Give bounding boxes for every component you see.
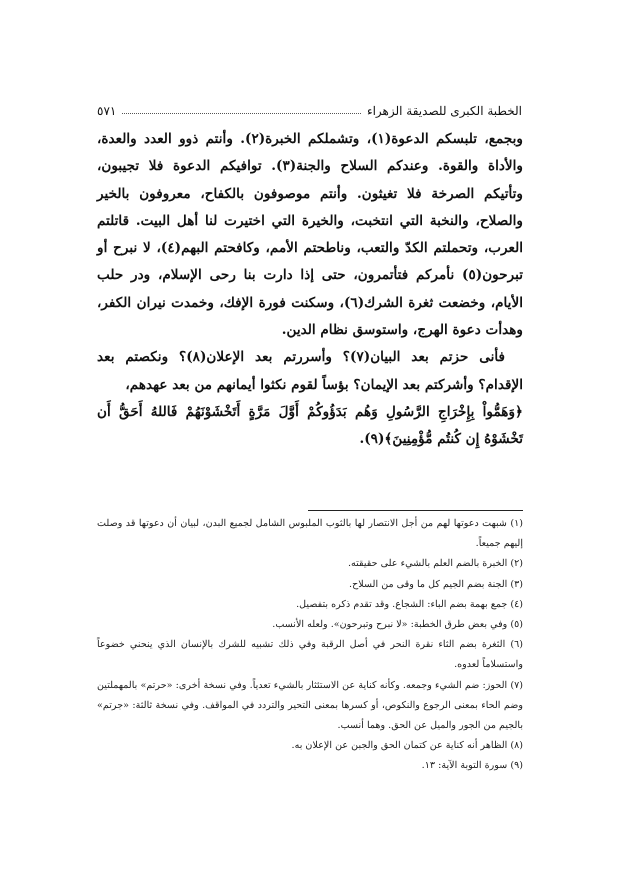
main-text bbox=[97, 126, 523, 454]
footnote-8: (٨) الظاهر أنه كناية عن كتمان الحق والجبن عن الإعلان به. bbox=[291, 740, 523, 752]
paragraph-1: وبجمع، تلبسكم الدعوة(١)، وتشملكم الخبرة(٢). وأنتم ذوو العدد والعدة، والأداة والقوة. وعندكم السلاح والجنة(٣). توافيكم الدعوة فلا تجيبون، وتأتيكم الصرخة فلا تغيثون. وأنتم موصوفون بالكفاح، معروفون بالخير والصلاح، والنخبة التي انتخبت، والخيرة التي اختيرت لنا أهل البيت. قاتلتم العرب، وتحملتم الكدّ والتعب، وناطحتم الأمم، وكافحتم البهم(٤)، لا نبرح أو تبرحون(٥) نأمركم فتأتمرون، حتى إذا دارت بنا رحى الإسلام، ودر حلب الأيام، وخضعت ثغرة الشرك(٦)، وسكنت فورة الإفك، وخمدت نيران الكفر، وهدأت دعوة الهرج، واستوسق نظام الدين. bbox=[97, 131, 523, 339]
footnote-3: (٣) الجنة بضم الجيم كل ما وقى من السلاح. bbox=[349, 578, 523, 590]
footnote-6: (٦) الثغرة بضم الثاء نقرة النحر في أصل الرقبة وفي ذلك تشبيه للشرك بالإنسان الذي ينحني خضوعاً واستسلاماً لعدوه. bbox=[97, 639, 523, 671]
footnote-7: (٧) الحوز: ضم الشيء وجمعه. وكأنه كناية عن الاستئثار بالشيء تعدياً. وفي نسخة أخرى: «حرتم» بالمهملتين وضم الحاء بمعنى الرجوع والنكوص، أو كسرها بمعنى التحير والتردد في المواقف. وفي نسخة ثالثة: «جرتم» بالجيم من الجور والميل عن الحق. وهما أنسب. bbox=[97, 679, 523, 732]
paragraph-2: فأنى حزتم بعد البيان(٧)؟ وأسررتم بعد الإعلان(٨)؟ ونكصتم بعد الإقدام؟ وأشركتم بعد الإيمان؟ بؤساً لقوم نكثوا أيمانهم من بعد عهدهم، bbox=[97, 349, 523, 393]
quran-verse: ﴿وَهَمُّواْ بِإِخْرَاجِ الرَّسُولِ وَهُم بَدَؤُوكُمْ أَوَّلَ مَرَّةٍ أَتَخْشَوْنَهُمْ فَاللهُ أَحَقُّ أَن تَخْشَوْهُ إِن كُنتُم مُّؤْمِنِينَ﴾(٩). bbox=[97, 403, 523, 448]
footnote-1: (١) شبهت دعوتها لهم من أجل الانتصار لها بالثوب الملبوس الشامل لجميع البدن، لبيان أن دعوتها قد وصلت إليهم جميعاً. bbox=[97, 518, 523, 550]
footnote-2: (٢) الخبرة بالضم العلم بالشيء على حقيقته. bbox=[347, 558, 523, 570]
footnote-5: (٥) وفي بعض طرق الخطبة: «لا نبرح وتبرحون». ولعله الأنسب. bbox=[272, 619, 523, 631]
footnote-9: (٩) سورة التوبة الآية: ١٣. bbox=[421, 760, 523, 772]
page-number: ٥٧١ bbox=[97, 104, 117, 118]
footnotes bbox=[97, 514, 523, 777]
footnote-separator bbox=[308, 510, 523, 511]
footnote-4: (٤) جمع بهمة بضم الباء: الشجاع. وقد تقدم ذكره بتفصيل. bbox=[296, 598, 523, 610]
running-title: الخطبة الكبرى للصديقة الزهراء bbox=[366, 104, 522, 118]
header-dot-leader bbox=[122, 112, 361, 114]
running-header bbox=[97, 96, 522, 118]
